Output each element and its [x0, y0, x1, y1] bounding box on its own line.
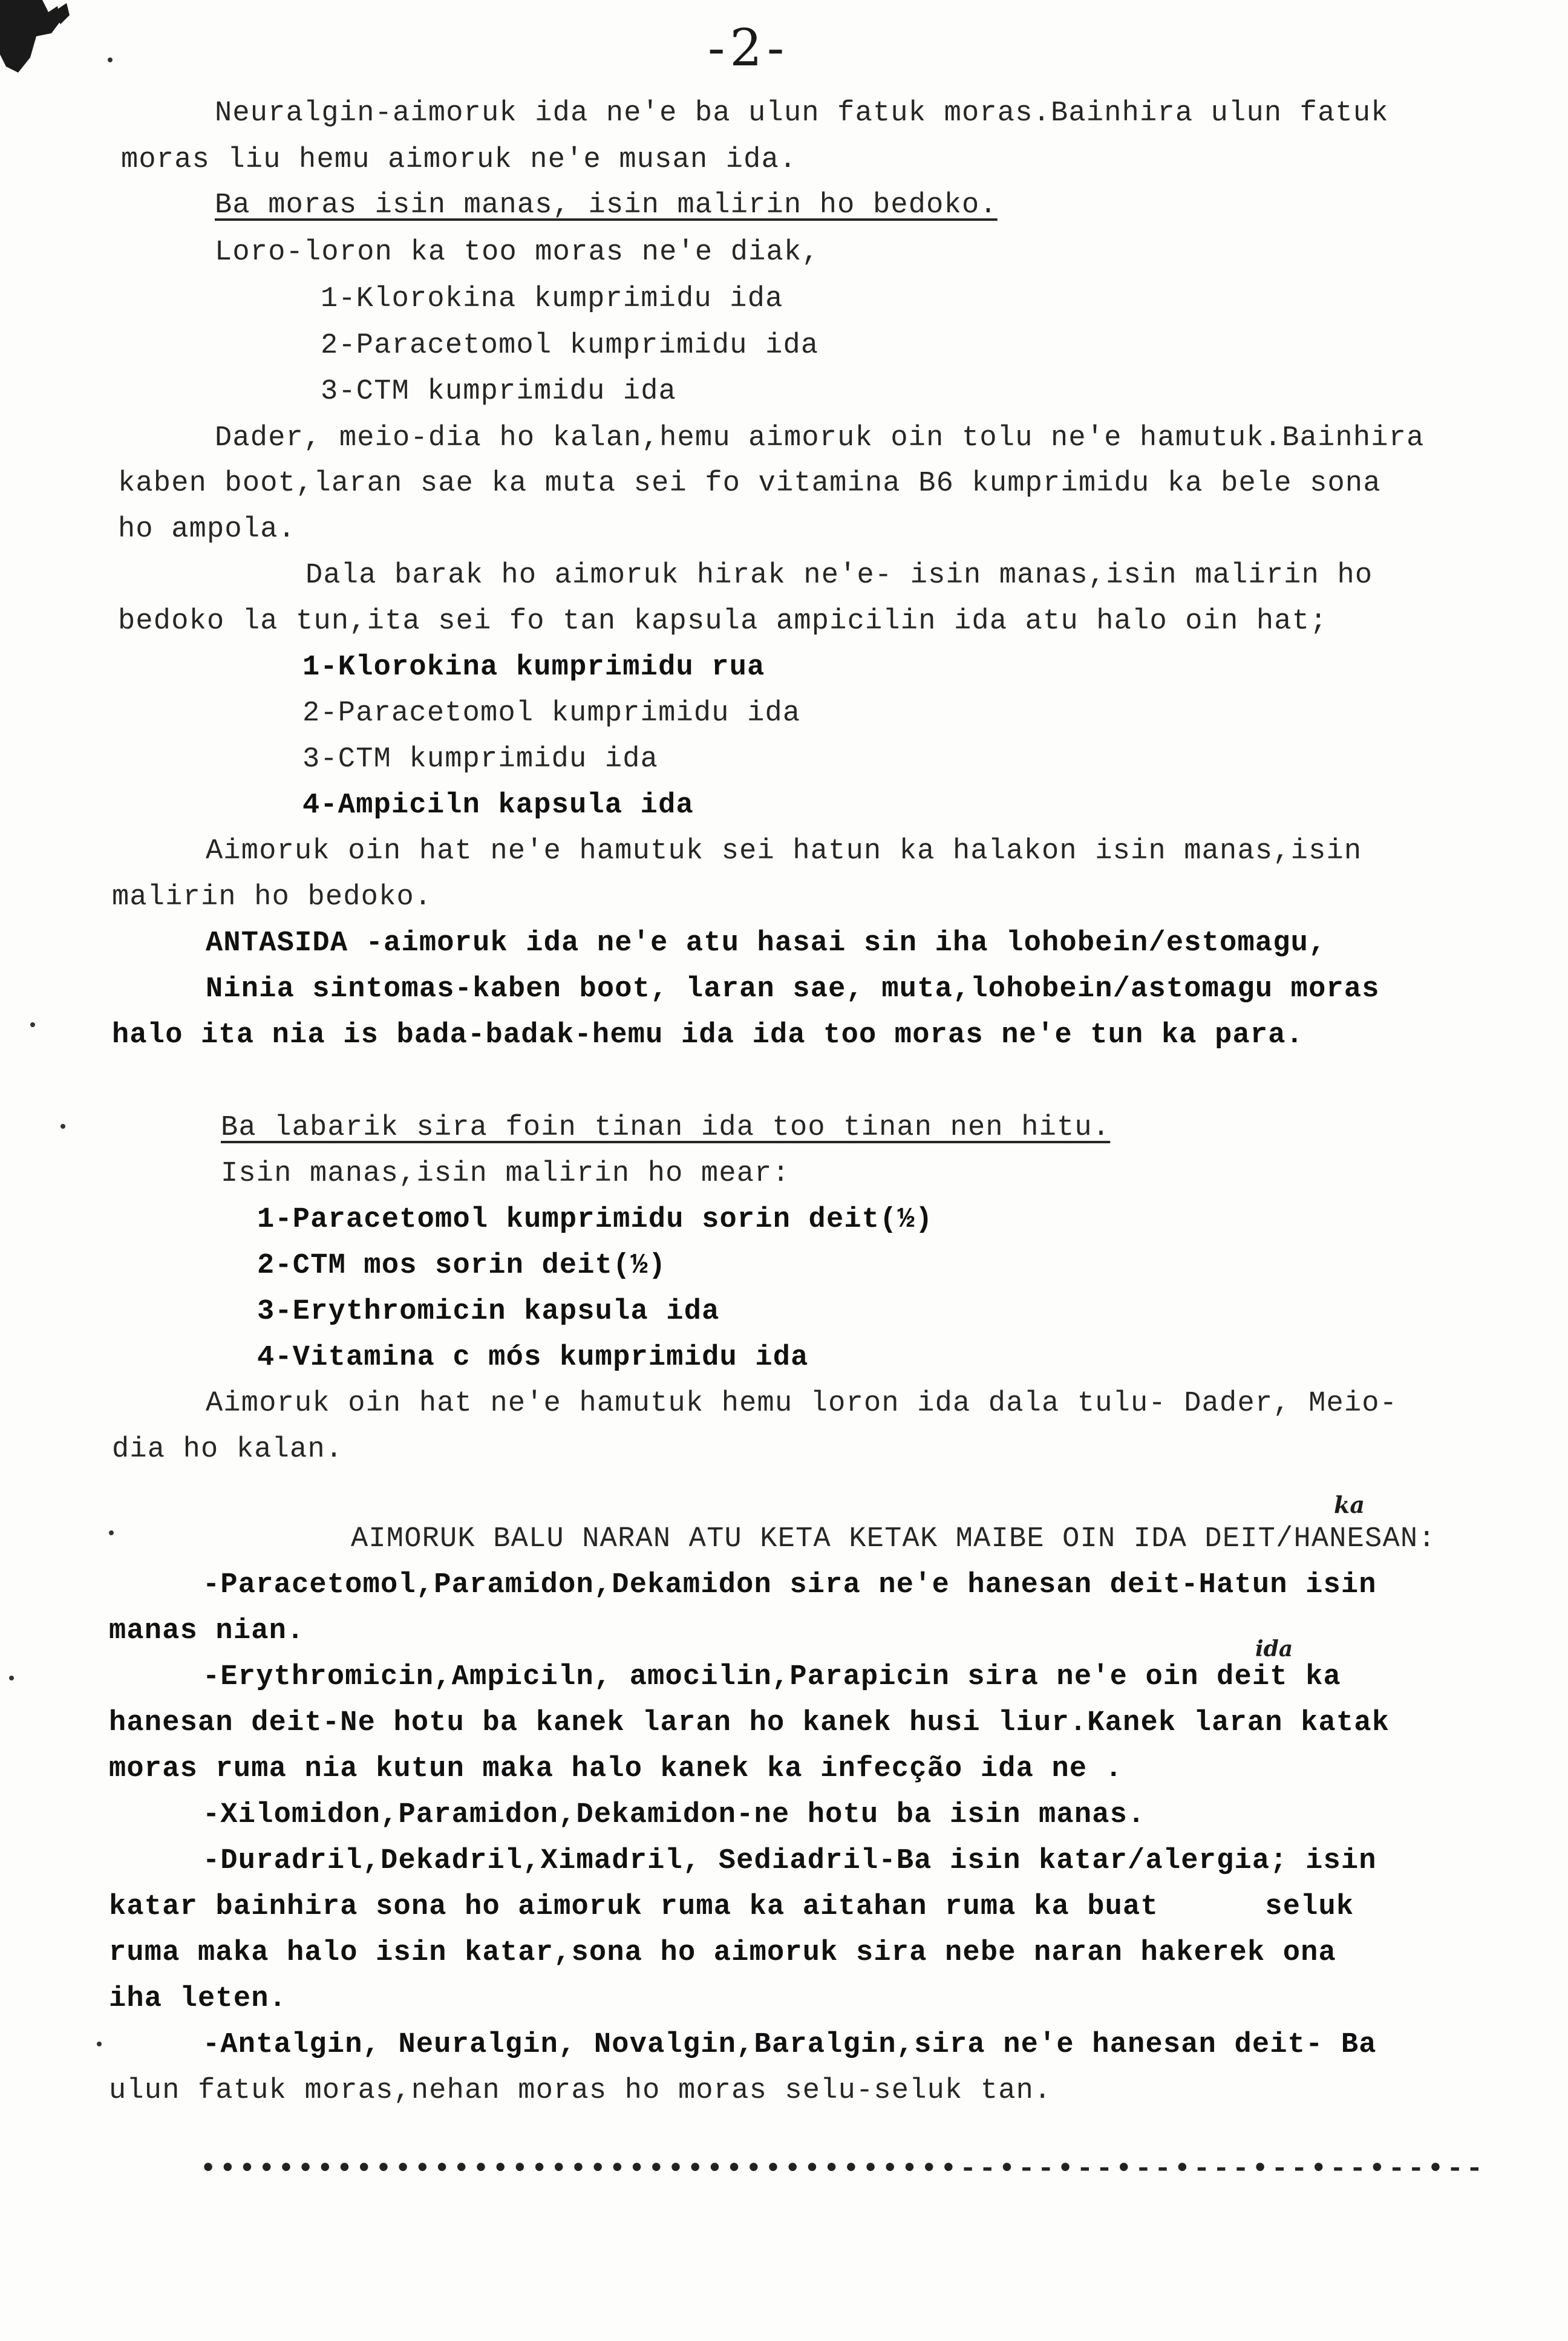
text-line: -Paracetomol,Paramidon,Dekamidon sira ne'e hanesan deit-Hatun isin: [203, 1569, 1377, 1601]
text-line: iha leten.: [109, 1983, 287, 2015]
text-line: malirin ho bedoko.: [112, 881, 433, 913]
text-line: -Antalgin, Neuralgin, Novalgin,Baralgin,sira ne'e hanesan deit- Ba: [203, 2029, 1377, 2061]
text-line: Dala barak ho aimoruk hirak ne'e- isin manas,isin malirin ho: [305, 560, 1373, 592]
handwritten-annotation: ida: [1255, 1636, 1293, 1662]
text-line: ruma maka halo isin katar,sona ho aimoruk sira nebe naran hakerek ona: [109, 1937, 1336, 1969]
ink-speck: [9, 1676, 14, 1680]
text-line: Aimoruk oin hat ne'e hamutuk hemu loron ida dala tulu- Dader, Meio-: [206, 1388, 1398, 1420]
text-line: bedoko la tun,ita sei fo tan kapsula ampicilin ida atu halo oin hat;: [118, 606, 1328, 638]
list-item: 3-CTM kumprimidu ida: [321, 376, 677, 408]
ink-speck: [60, 1124, 65, 1129]
text-line: ulun fatuk moras,nehan moras ho moras selu-seluk tan.: [109, 2075, 1052, 2107]
ink-speck: [97, 2042, 102, 2046]
text-line-heading: Ba moras isin manas, isin malirin ho bedoko.: [215, 189, 998, 221]
dotted-separator: •••••••••••••••••••••••••••••••••••••••--•--•--•--•---•--•--•--•--: [200, 2153, 1486, 2186]
ink-speck: [109, 1530, 114, 1535]
text-line: ANTASIDA -aimoruk ida ne'e atu hasai sin iha lohobein/estomagu,: [206, 927, 1327, 959]
list-item: 1-Paracetomol kumprimidu sorin deit(½): [257, 1204, 933, 1236]
text-line-heading: Ba labarik sira foin tinan ida too tinan nen hitu.: [221, 1112, 1111, 1144]
text-line: Dader, meio-dia ho kalan,hemu aimoruk oin tolu ne'e hamutuk.Bainhira: [215, 422, 1425, 454]
text-line: hanesan deit-Ne hotu ba kanek laran ho kanek husi liur.Kanek laran katak: [109, 1707, 1390, 1739]
ink-speck: [108, 57, 113, 62]
list-item: 2-Paracetomol kumprimidu ida: [302, 697, 801, 730]
text-line: Ninia sintomas-kaben boot, laran sae, muta,lohobein/astomagu moras: [206, 973, 1380, 1005]
ink-blot-corner: [0, 0, 73, 79]
text-line: -Duradril,Dekadril,Ximadril, Sediadril-Ba isin katar/alergia; isin: [203, 1845, 1377, 1877]
text-line: halo ita nia is bada-badak-hemu ida ida too moras ne'e tun ka para.: [112, 1019, 1304, 1051]
handwritten-annotation: ka: [1334, 1491, 1365, 1518]
text-line: moras ruma nia kutun maka halo kanek ka infecção ida ne .: [109, 1753, 1123, 1785]
list-item: 4-Ampiciln kapsula ida: [302, 789, 694, 821]
text-line: dia ho kalan.: [112, 1434, 344, 1466]
text-line: Loro-loron ka too moras ne'e diak,: [215, 237, 820, 269]
page-number: -2-: [708, 18, 789, 77]
list-item: 2-CTM mos sorin deit(½): [257, 1250, 667, 1282]
list-item: 4-Vitamina c mós kumprimidu ida: [257, 1342, 809, 1374]
list-item: 3-Erythromicin kapsula ida: [257, 1296, 720, 1328]
text-line: manas nian.: [109, 1615, 305, 1647]
list-item: 1-Klorokina kumprimidu ida: [321, 283, 783, 315]
text-line: -Erythromicin,Ampiciln, amocilin,Parapicin sira ne'e oin deit ka: [203, 1661, 1341, 1693]
text-line: katar bainhira sona ho aimoruk ruma ka aitahan ruma ka buat seluk: [109, 1891, 1354, 1923]
text-line-heading: AIMORUK BALU NARAN ATU KETA KETAK MAIBE OIN IDA DEIT/HANESAN:: [351, 1523, 1436, 1555]
text-line: Neuralgin-aimoruk ida ne'e ba ulun fatuk moras.Bainhira ulun fatuk: [215, 97, 1389, 129]
text-line: moras liu hemu aimoruk ne'e musan ida.: [121, 144, 797, 176]
list-item: 2-Paracetomol kumprimidu ida: [321, 330, 819, 362]
text-line: Isin manas,isin malirin ho mear:: [221, 1158, 790, 1190]
list-item: 3-CTM kumprimidu ida: [302, 743, 659, 775]
ink-speck: [30, 1022, 35, 1027]
text-line: -Xilomidon,Paramidon,Dekamidon-ne hotu ba isin manas.: [203, 1799, 1146, 1831]
list-item: 1-Klorokina kumprimidu rua: [302, 651, 765, 684]
text-line: Aimoruk oin hat ne'e hamutuk sei hatun ka halakon isin manas,isin: [206, 835, 1362, 867]
text-line: kaben boot,laran sae ka muta sei fo vitamina B6 kumprimidu ka bele sona: [118, 468, 1381, 500]
text-line: ho ampola.: [118, 514, 296, 546]
